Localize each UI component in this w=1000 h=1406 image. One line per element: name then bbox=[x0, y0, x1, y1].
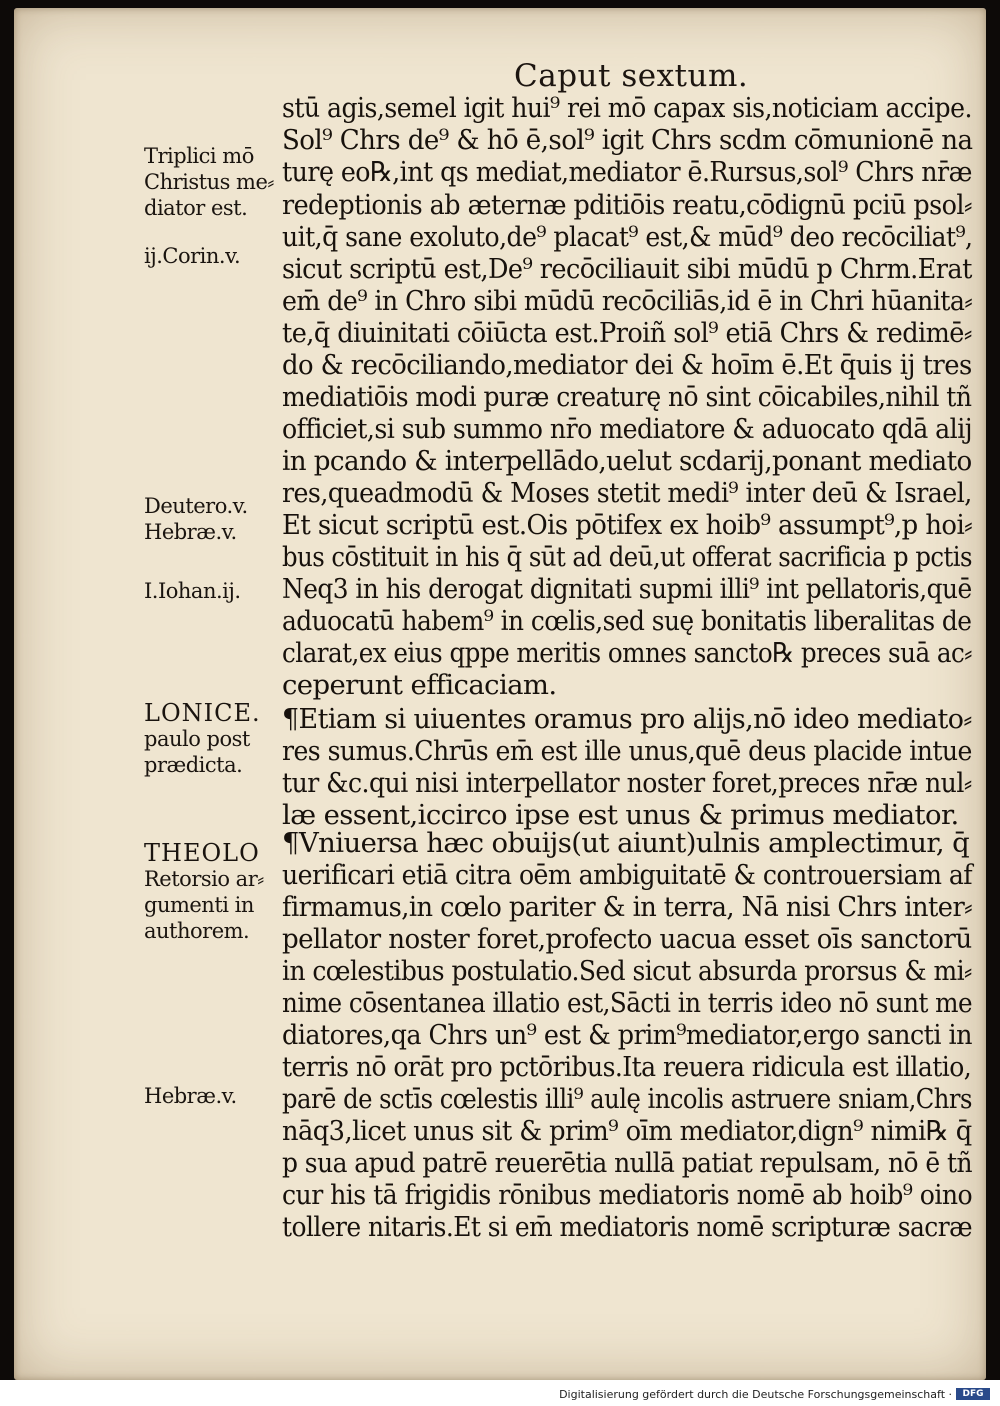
text-line: aduocatū habem⁹ in cœlis,sed suę bonitatis liberalitas de bbox=[282, 605, 972, 637]
margin-note bbox=[144, 493, 279, 545]
margin-note-line: I.Iohan.ij. bbox=[144, 579, 241, 603]
margin-note-line: prædicta. bbox=[144, 753, 243, 777]
text-line: te,q̄ diuinitati cōiūcta est.Proiñ sol⁹ etiā Chrs & redimē⸗ bbox=[282, 317, 972, 349]
text-line: diatores,qa Chrs un⁹ est & prim⁹mediator,ergo sancti in bbox=[282, 1019, 972, 1051]
text-line: pellator noster foret,profecto uacua esset oīs sanctorū bbox=[282, 923, 972, 955]
text-line: cur his tā frigidis rōnibus mediatoris nomē ab hoib⁹ oino bbox=[282, 1179, 973, 1211]
margin-note-line: authorem. bbox=[144, 919, 250, 943]
text-line: nāq3,licet unus sit & prim⁹ oīm mediator,dign⁹ nimi℞ q̄ bbox=[282, 1115, 972, 1147]
text-line: uit,q̄ sane exoluto,de⁹ placat⁹ est,& mūd⁹ deo recōciliat⁹, bbox=[282, 221, 973, 253]
margin-note-line: THEOLO bbox=[144, 839, 260, 867]
text-line: parē de sctīs cœlestis illi⁹ aulę incolis astruere sniam,Chrs bbox=[282, 1083, 972, 1115]
text-line: Et sicut scriptū est.Ois pōtifex ex hoib⁹ assumpt⁹,p hoi⸗ bbox=[282, 509, 973, 541]
margin-note-line: diator est. bbox=[144, 196, 248, 220]
text-line: firmamus,in cœlo pariter & in terra, Nā nisi Chrs inter⸗ bbox=[282, 891, 973, 923]
text-line: stū agis,semel igit hui⁹ rei mō capax sis,noticiam accipe. bbox=[282, 92, 972, 124]
text-line: tur &c.qui nisi interpellator noster foret,preces nr̄æ nul⸗ bbox=[282, 767, 972, 799]
text-line: læ essent,iccirco ipse est unus & primus mediator. bbox=[282, 799, 959, 831]
page-header: Caput sextum. bbox=[514, 58, 749, 94]
margin-note bbox=[144, 1083, 279, 1109]
text-line: res sumus.Chrūs em̄ est ille unus,quē deus placide intue bbox=[282, 735, 972, 767]
text-line: ¶Etiam si uiuentes oramus pro alijs,nō ideo mediato⸗ bbox=[282, 703, 972, 735]
text-line: nime cōsentanea illatio est,Sācti in terris ideo nō sunt me bbox=[282, 987, 973, 1019]
text-line: in pcando & interpellādo,uelut scdarij,ponant mediato bbox=[282, 445, 972, 477]
text-line: officiet,si sub summo nr̄o mediatore & aduocato qdā alij bbox=[282, 413, 972, 445]
text-line: redeptionis ab æternæ pditiōis reatu,cōdignū pciū psol⸗ bbox=[282, 189, 972, 221]
footer-credit: Digitalisierung gefördert durch die Deutsche Forschungsgemeinschaft · bbox=[559, 1388, 952, 1401]
text-line: ¶Vniuersa hæc obuijs(ut aiunt)ulnis amplectimur, q̄ bbox=[282, 827, 970, 859]
footer-bar bbox=[0, 1380, 1000, 1406]
text-line: clarat,ex eius qppe meritis omnes sancto℞ preces suā ac⸗ bbox=[282, 637, 972, 669]
text-line: sicut scriptū est,De⁹ recōciliauit sibi mūdū p Chrm.Erat bbox=[282, 253, 972, 285]
margin-note bbox=[144, 840, 279, 944]
book-page bbox=[14, 8, 986, 1380]
dfg-logo[interactable]: DFG bbox=[956, 1388, 990, 1400]
margin-note-line: gumenti in bbox=[144, 893, 254, 917]
text-line: Neq3 in his derogat dignitati supmi illi⁹ int pellatoris,quē bbox=[282, 573, 972, 605]
text-line: ceperunt efficaciam. bbox=[282, 669, 557, 701]
margin-note bbox=[144, 578, 279, 604]
text-line: res,queadmodū & Moses stetit medi⁹ inter deū & Israel, bbox=[282, 477, 972, 509]
text-line: mediatiōis modi puræ creaturę nō sint cōicabiles,nihil tñ bbox=[282, 381, 972, 413]
text-line: bus cōstituit in his q̄ sūt ad deū,ut offerat sacrificia p pctis bbox=[282, 541, 973, 573]
text-line: terris nō orāt pro pctōribus.Ita reuera ridicula est illatio, bbox=[282, 1051, 972, 1083]
text-line: uerificari etiā citra oēm ambiguitatē & controuersiam af bbox=[282, 859, 973, 891]
text-line: p sua apud patrē reuerētia nullā patiat repulsam, nō ē tñ bbox=[282, 1147, 973, 1179]
margin-note-line: LONICE. bbox=[144, 699, 261, 727]
text-line: em̄ de⁹ in Chro sibi mūdū recōciliās,id ē in Chri hūanita⸗ bbox=[282, 285, 973, 317]
margin-note-line: ij.Corin.v. bbox=[144, 244, 241, 268]
text-line: in cœlestibus postulatio.Sed sicut absurda prorsus & mi⸗ bbox=[282, 955, 972, 987]
text-line: turę eo℞,int qs mediat,mediator ē.Rursus,sol⁹ Chrs nr̄æ bbox=[282, 156, 972, 188]
margin-note-line: Deutero.v. bbox=[144, 494, 248, 518]
margin-note bbox=[144, 243, 279, 269]
margin-note-line: Triplici mō bbox=[144, 144, 254, 168]
margin-note-line: Hebræ.v. bbox=[144, 520, 237, 544]
text-line: Sol⁹ Chrs de⁹ & hō ē,sol⁹ igit Chrs scdm cōmunionē na bbox=[282, 124, 973, 156]
margin-note bbox=[144, 700, 279, 778]
margin-note-line: Retorsio ar⸗ bbox=[144, 867, 264, 891]
margin-note-line: Hebræ.v. bbox=[144, 1084, 237, 1108]
margin-note-line: paulo post bbox=[144, 727, 250, 751]
text-line: do & recōciliando,mediator dei & hoīm ē.Et q̄uis ij tres bbox=[282, 349, 972, 381]
text-line: tollere nitaris.Et si em̄ mediatoris nomē scripturæ sacræ bbox=[282, 1211, 973, 1243]
margin-note bbox=[144, 143, 279, 221]
margin-note-line: Christus me⸗ bbox=[144, 170, 274, 194]
